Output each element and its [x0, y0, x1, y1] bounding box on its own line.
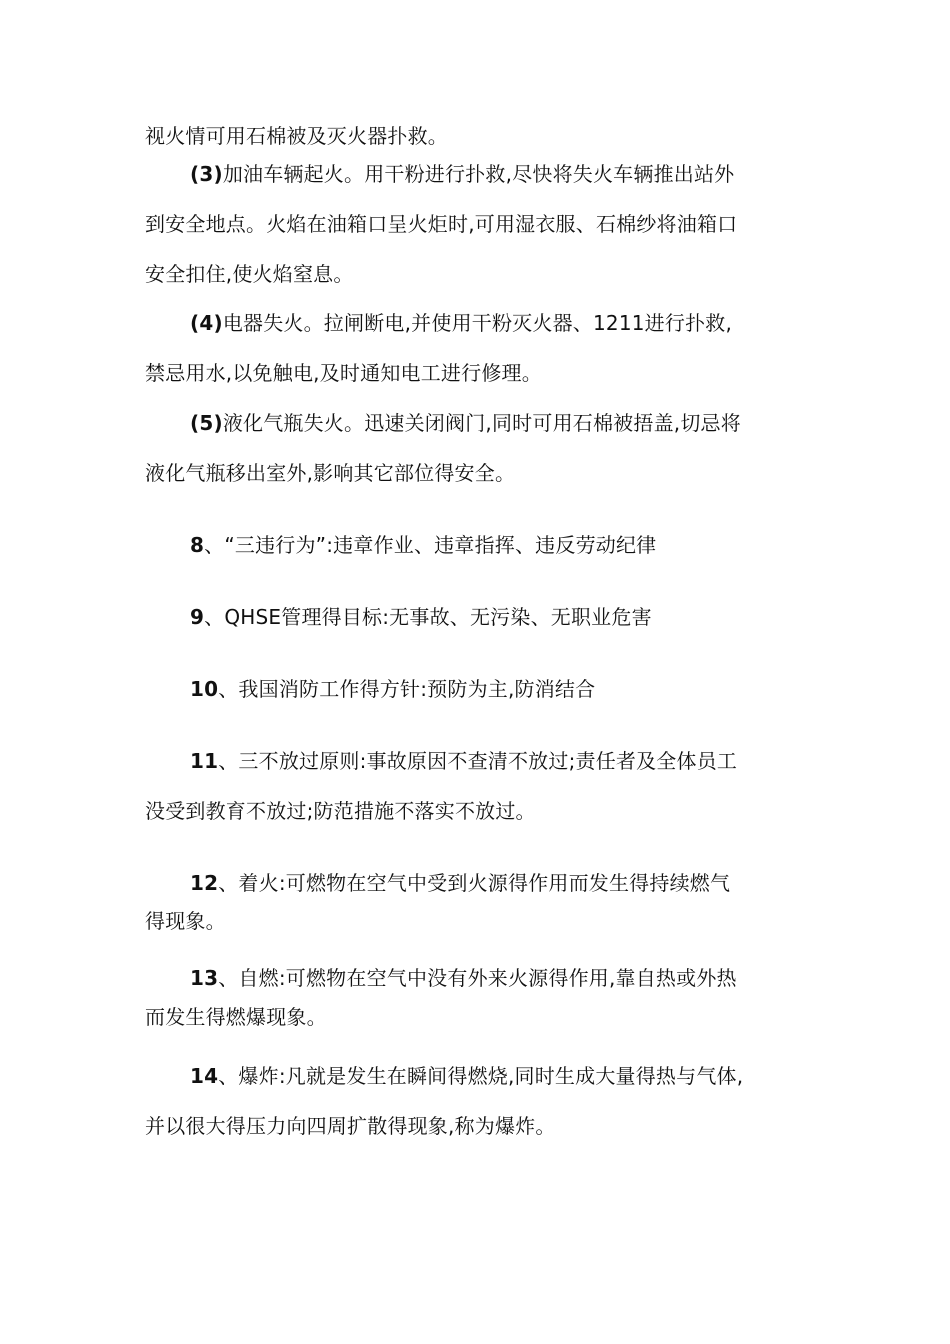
- item-5-line-1: (5)液化气瓶失火。迅速关闭阀门,同时可用石棉被捂盖,切忌将: [190, 411, 741, 435]
- item-12-line-2: 得现象。: [145, 909, 226, 933]
- item-14-line-2: 并以很大得压力向四周扩散得现象,称为爆炸。: [145, 1114, 556, 1138]
- item-10-line-1: 10、我国消防工作得方针:预防为主,防消结合: [190, 677, 596, 701]
- item-14-line-1: 14、爆炸:凡就是发生在瞬间得燃烧,同时生成大量得热与气体,: [190, 1064, 744, 1088]
- item-9-line-1: 9、QHSE管理得目标:无事故、无污染、无职业危害: [190, 605, 652, 629]
- item-number: 14: [190, 1064, 219, 1088]
- item-number: 9: [190, 605, 205, 629]
- item-5-line-2: 液化气瓶移出室外,影响其它部位得安全。: [145, 461, 516, 485]
- item-11-line-1: 11、三不放过原则:事故原因不查清不放过;责任者及全体员工: [190, 749, 738, 773]
- item-number: (4): [190, 311, 223, 335]
- item-4-line-1: (4)电器失火。拉闸断电,并使用干粉灭火器、1211进行扑救,: [190, 311, 733, 335]
- item-number: 10: [190, 677, 219, 701]
- item-12-line-1: 12、着火:可燃物在空气中受到火源得作用而发生得持续燃气: [190, 871, 731, 895]
- item-3-line-2: 到安全地点。火焰在油箱口呈火炬时,可用湿衣服、石棉纱将油箱口: [145, 212, 738, 236]
- item-number: 11: [190, 749, 219, 773]
- item-13-line-1: 13、自燃:可燃物在空气中没有外来火源得作用,靠自热或外热: [190, 966, 737, 990]
- item-13-line-2: 而发生得燃爆现象。: [145, 1005, 327, 1029]
- item-number: 13: [190, 966, 219, 990]
- item-3-line-3: 安全扣住,使火焰窒息。: [145, 262, 354, 286]
- item-11-line-2: 没受到教育不放过;防范措施不落实不放过。: [145, 799, 536, 823]
- item-8-line-1: 8、“三违行为”:违章作业、违章指挥、违反劳动纪律: [190, 533, 657, 557]
- item-number: (3): [190, 162, 223, 186]
- item-4-line-2: 禁忌用水,以免触电,及时通知电工进行修理。: [145, 361, 542, 385]
- text-line: 视火情可用石棉被及灭火器扑救。: [145, 124, 448, 148]
- item-number: 12: [190, 871, 219, 895]
- item-number: (5): [190, 411, 223, 435]
- item-number: 8: [190, 533, 205, 557]
- item-3-line-1: (3)加油车辆起火。用干粉进行扑救,尽快将失火车辆推出站外: [190, 162, 735, 186]
